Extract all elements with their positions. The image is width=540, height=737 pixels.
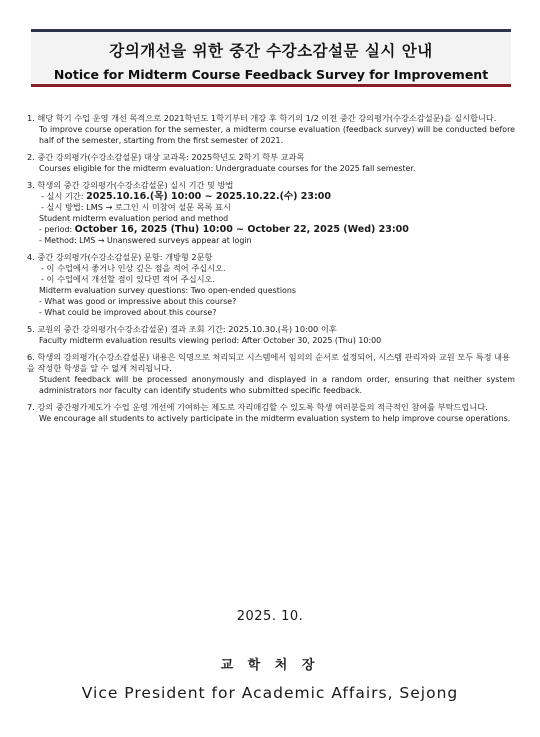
item-4-question-1-korean: - 이 수업에서 좋거나 인상 깊은 점을 적어 주십시오. xyxy=(41,263,226,273)
item-2-korean-text: 중간 강의평가(수강소감설문) 대상 교과목: 2025학년도 2학기 학부 교과목 xyxy=(37,152,305,162)
item-6-korean-text: 학생의 강의평가(수강소감설문) 내용은 익명으로 처리되고 시스템에서 임의의 순서로 설정되어, 시스템 관리자와 교원 모두 특정 내용을 작성한 학생을 알 수 없게 처리됩니다. xyxy=(27,352,510,373)
item-6-number: 6. xyxy=(27,352,35,362)
item-3-method-english: - Method: LMS → Unanswered surveys appear at login xyxy=(39,236,252,245)
item-7-korean xyxy=(27,402,515,413)
item-5-english: Faculty midterm evaluation results viewing period: After October 30, 2025 (Thu) 10:00 xyxy=(39,336,382,345)
item-4-question-2-korean: - 이 수업에서 개선할 점이 있다면 적어 주십시오. xyxy=(41,274,216,284)
notice-item-6 xyxy=(27,352,515,396)
item-1-english: To improve course operation for the semester, a midterm course evaluation (feedback survey) will be conducted before half of the semester, starting from the first semester of 2021. xyxy=(39,125,515,145)
notice-item-4 xyxy=(27,252,515,318)
item-3-period-value-korean: 2025.10.16.(목) 10:00 ~ 2025.10.22.(수) 23:00 xyxy=(86,191,331,202)
item-6-korean xyxy=(27,352,515,374)
item-1-number: 1. xyxy=(27,113,35,123)
item-6-english: Student feedback will be processed anonymously and displayed in a random order, ensuring that neither system administrators nor faculty can identify students who submitted specific feedback. xyxy=(39,375,515,395)
item-5-korean-text: 교원의 중간 강의평가(수강소감설문) 결과 조회 기간: 2025.10.30.(목) 10:00 이후 xyxy=(37,324,337,334)
item-2-number: 2. xyxy=(27,152,35,162)
item-3-korean-text: 학생의 중간 강의평가(수강소감설문) 실시 기간 및 방법 xyxy=(37,180,234,190)
title-english: Notice for Midterm Course Feedback Survey for Improvement xyxy=(53,67,489,82)
item-4-korean xyxy=(27,252,515,263)
notice-items-list xyxy=(27,113,515,430)
title-korean: 강의개선을 위한 중간 수강소감설문 실시 안내 xyxy=(109,42,433,60)
item-3-period-english xyxy=(27,224,515,235)
item-1-korean xyxy=(27,113,515,124)
item-5-korean xyxy=(27,324,515,335)
item-4-number: 4. xyxy=(27,252,35,262)
item-3-korean xyxy=(27,180,515,191)
notice-item-2 xyxy=(27,152,515,174)
notice-item-1 xyxy=(27,113,515,146)
item-4-english: Midterm evaluation survey questions: Two open-ended questions xyxy=(39,286,296,295)
item-4-question-2-english: - What could be improved about this course? xyxy=(39,308,217,317)
notice-item-7 xyxy=(27,402,515,424)
item-7-number: 7. xyxy=(27,402,35,412)
item-3-period-label-english: - period: xyxy=(39,225,75,234)
item-4-korean-text: 중간 강의평가(수강소감설문) 문항: 개방형 2문항 xyxy=(37,252,213,262)
item-7-english: We encourage all students to actively participate in the midterm evaluation system to help improve course operations. xyxy=(39,414,511,423)
item-3-number: 3. xyxy=(27,180,35,190)
item-3-method-korean: - 실시 방법: LMS → 로그인 시 미참여 설문 목록 표시 xyxy=(41,202,231,212)
notice-date: 2025. 10. xyxy=(236,609,304,624)
item-3-period-korean xyxy=(27,191,515,202)
item-5-number: 5. xyxy=(27,324,35,334)
item-7-korean-text: 강의 중간평가제도가 수업 운영 개선에 기여하는 제도로 자리매김할 수 있도록 학생 여러분들의 적극적인 참여를 부탁드립니다. xyxy=(37,402,488,412)
item-2-english: Courses eligible for the midterm evaluation: Undergraduate courses for the 2025 fall semester. xyxy=(39,164,416,173)
notice-item-5 xyxy=(27,324,515,346)
item-3-period-label-korean: - 실시 기간: xyxy=(41,191,87,201)
item-3-period-value-english: October 16, 2025 (Thu) 10:00 ~ October 22, 2025 (Wed) 23:00 xyxy=(74,224,409,235)
item-3-english: Student midterm evaluation period and method xyxy=(39,214,229,223)
office-title-korean: 교 학 처 장 xyxy=(220,658,320,673)
item-1-korean-text: 해당 학기 수업 운영 개선 목적으로 2021학년도 1학기부터 개강 후 학기의 1/2 이전 중간 강의평가(수강소감설문)을 실시합니다. xyxy=(37,113,497,123)
notice-title-box xyxy=(31,29,511,87)
notice-item-3 xyxy=(27,180,515,246)
office-title-english: Vice President for Academic Affairs, Sejong xyxy=(81,684,459,702)
item-2-korean xyxy=(27,152,515,163)
item-4-question-1-english: - What was good or impressive about this course? xyxy=(39,297,237,306)
